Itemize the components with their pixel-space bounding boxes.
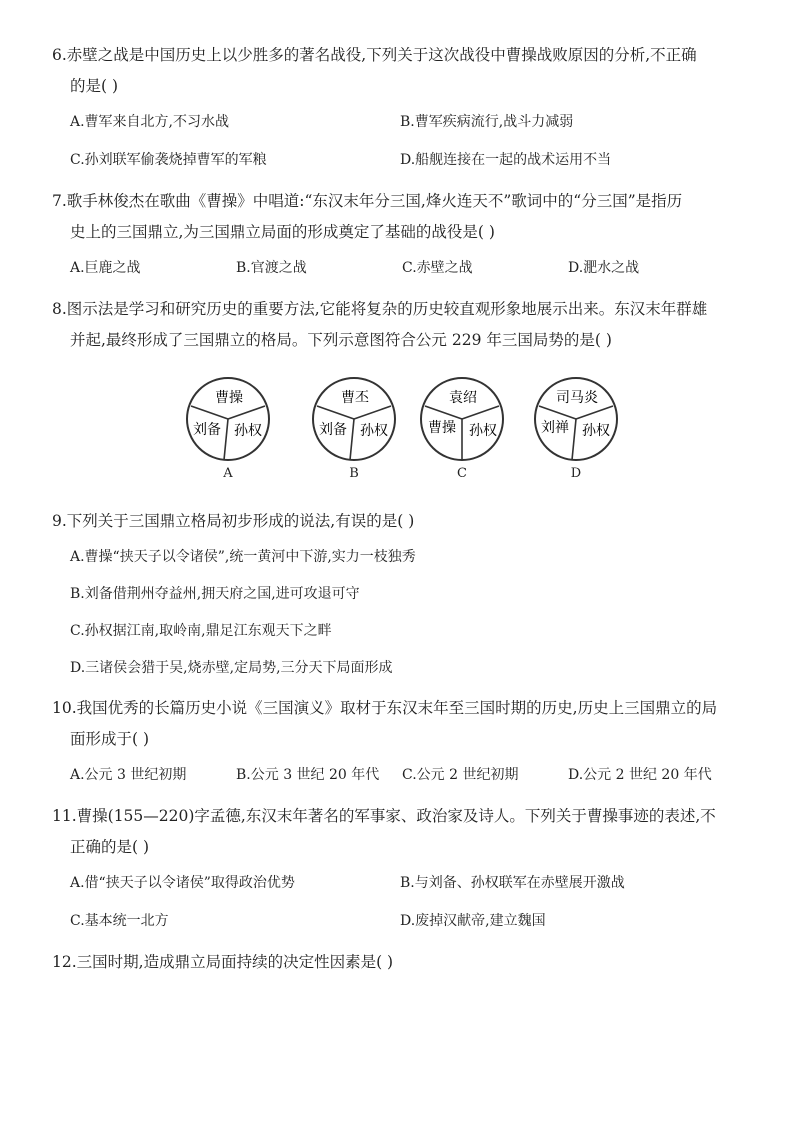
question-11	[52, 801, 752, 863]
label-right-c: 孙权	[469, 423, 497, 439]
pie-circle-b	[309, 374, 399, 464]
pie-circle-d	[531, 374, 621, 464]
question-6	[52, 40, 752, 102]
label-top-c: 袁绍	[449, 390, 477, 406]
question-8-line1: 8.图示法是学习和研究历史的重要方法,它能将复杂的历史较直观形象地展示出来。东汉末年群雄	[52, 300, 708, 318]
question-12-line1: 12.三国时期,造成鼎立局面持续的决定性因素是( )	[52, 953, 394, 971]
question-8-line2: 并起,最终形成了三国鼎立的格局。下列示意图符合公元 229 年三国局势的是( )	[70, 331, 612, 349]
option-7d[interactable]: D.淝水之战	[568, 260, 640, 276]
question-7-line2: 史上的三国鼎立,为三国鼎立局面的形成奠定了基础的战役是( )	[70, 223, 495, 241]
label-top-a: 曹操	[215, 390, 243, 406]
question-9	[52, 506, 752, 537]
question-8	[52, 294, 752, 356]
option-6c[interactable]: C.孙刘联军偷袭烧掉曹军的军粮	[70, 152, 267, 168]
diagram-letter-b: B	[349, 466, 359, 481]
label-right-d: 孙权	[582, 423, 610, 439]
question-11-line1: 11.曹操(155—220)字孟德,东汉末年著名的军事家、政治家及诗人。下列关于曹操事迹的表述,不	[52, 807, 716, 825]
question-6-line2: 的是( )	[70, 77, 119, 95]
option-9a[interactable]: A.曹操“挟天子以令诸侯”,统一黄河中下游,实力一枝独秀	[70, 549, 416, 565]
option-6d[interactable]: D.船舰连接在一起的战术运用不当	[400, 152, 612, 168]
question-10-line1: 10.我国优秀的长篇历史小说《三国演义》取材于东汉末年至三国时期的历史,历史上三国鼎立的局	[52, 699, 718, 717]
label-top-b: 曹丕	[341, 390, 369, 406]
diagram-letter-d: D	[570, 466, 582, 481]
three-kingdoms-diagrams	[52, 374, 752, 492]
option-6a[interactable]: A.曹军来自北方,不习水战	[70, 114, 230, 130]
question-11-options-row1	[52, 871, 752, 895]
option-6b[interactable]: B.曹军疾病流行,战斗力减弱	[400, 114, 574, 130]
question-10	[52, 693, 752, 755]
diagram-a[interactable]	[178, 374, 278, 482]
diagram-d[interactable]	[526, 374, 626, 482]
label-top-d: 司马炎	[556, 390, 598, 406]
diagram-b[interactable]	[304, 374, 404, 482]
label-left-b: 刘备	[319, 422, 347, 438]
option-11a[interactable]: A.借“挟天子以令诸侯”取得政治优势	[70, 875, 295, 891]
diagram-letter-a: A	[223, 466, 233, 481]
question-11-line2: 正确的是( )	[70, 838, 150, 856]
question-7-options	[52, 256, 752, 280]
option-10d[interactable]: D.公元 2 世纪 20 年代	[568, 767, 712, 783]
question-10-options	[52, 763, 752, 787]
diagram-c[interactable]	[412, 374, 512, 482]
question-6-options-row1	[52, 110, 752, 134]
pie-circle-a	[183, 374, 273, 464]
option-10a[interactable]: A.公元 3 世纪初期	[70, 767, 187, 783]
question-11-options-row2	[52, 909, 752, 933]
exam-page	[52, 40, 752, 978]
label-left-d: 刘禅	[541, 420, 569, 436]
option-7a[interactable]: A.巨鹿之战	[70, 260, 141, 276]
option-7c[interactable]: C.赤壁之战	[402, 260, 473, 276]
question-7	[52, 186, 752, 248]
question-10-line2: 面形成于( )	[70, 730, 150, 748]
diagram-letter-c: C	[457, 466, 467, 481]
option-9d[interactable]: D.三诸侯会猎于吴,烧赤壁,定局势,三分天下局面形成	[70, 660, 393, 676]
option-9b[interactable]: B.刘备借荆州夺益州,拥天府之国,进可攻退可守	[70, 586, 360, 602]
question-9-line1: 9.下列关于三国鼎立格局初步形成的说法,有误的是( )	[52, 512, 415, 530]
option-10c[interactable]: C.公元 2 世纪初期	[402, 767, 519, 783]
option-7b[interactable]: B.官渡之战	[236, 260, 307, 276]
label-right-b: 孙权	[360, 423, 388, 439]
question-6-line1: 6.赤壁之战是中国历史上以少胜多的著名战役,下列关于这次战役中曹操战败原因的分析,不正确	[52, 46, 697, 64]
option-9c[interactable]: C.孙权据江南,取岭南,鼎足江东观天下之畔	[70, 623, 332, 639]
question-7-line1: 7.歌手林俊杰在歌曲《曹操》中唱道:“东汉末年分三国,烽火连天不”歌词中的“分三国”是指历	[52, 192, 683, 210]
question-6-options-row2	[52, 148, 752, 172]
option-11d[interactable]: D.废掉汉献帝,建立魏国	[400, 913, 546, 929]
label-left-c: 曹操	[428, 420, 456, 436]
option-11b[interactable]: B.与刘备、孙权联军在赤壁展开激战	[400, 875, 625, 891]
pie-circle-c	[417, 374, 507, 464]
label-left-a: 刘备	[193, 422, 221, 438]
option-10b[interactable]: B.公元 3 世纪 20 年代	[236, 767, 380, 783]
question-12	[52, 947, 752, 978]
label-right-a: 孙权	[234, 423, 262, 439]
option-11c[interactable]: C.基本统一北方	[70, 913, 169, 929]
